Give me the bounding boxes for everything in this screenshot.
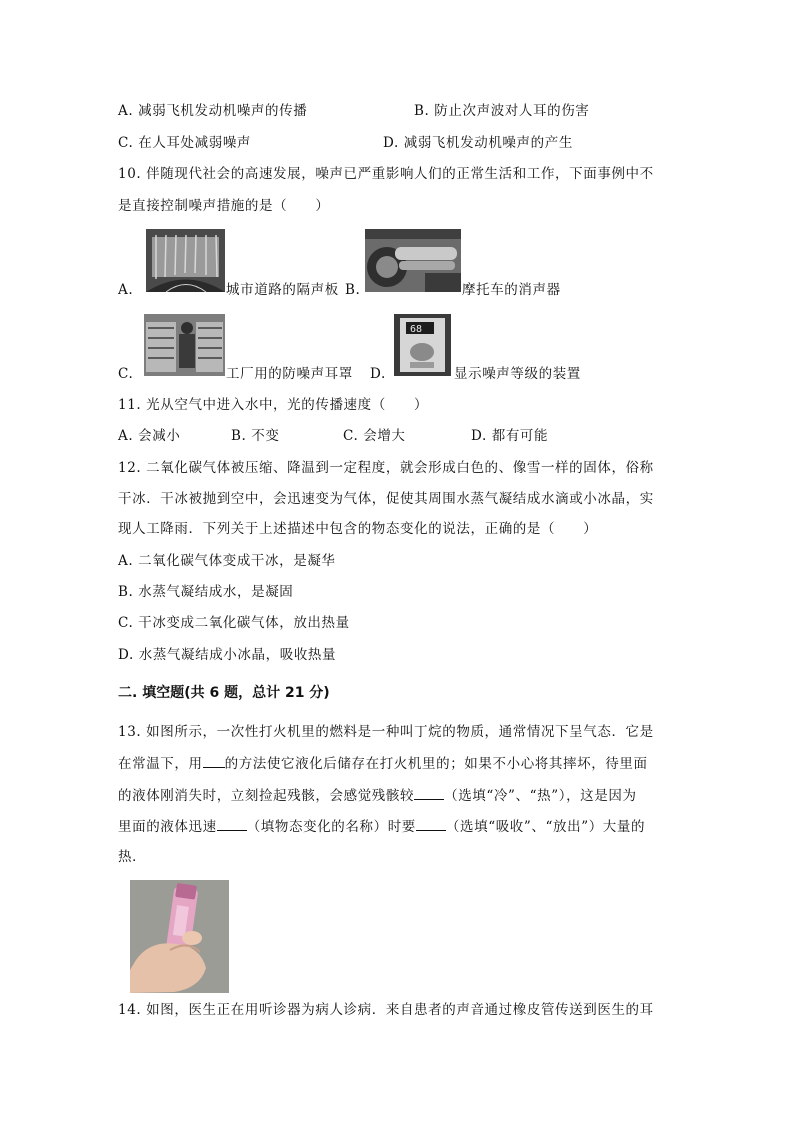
lighter-in-hand-image bbox=[130, 880, 229, 993]
q13-line2-part-b: 的方法使它液化后储存在打火机里的；如果不小心将其摔坏，待里面 bbox=[224, 756, 648, 772]
q10-option-c-text: 工厂用的防噪声耳罩 bbox=[226, 366, 353, 382]
noise-level-display-image bbox=[394, 314, 451, 376]
q12-stem-line1: 12. 二氧化碳气体被压缩、降温到一定程度，就会形成白色的、像雪一样的固体，俗称 bbox=[118, 460, 654, 476]
q12-option-c: C. 干冰变成二氧化碳气体，放出热量 bbox=[118, 615, 350, 631]
q14-stem-line1: 14. 如图，医生正在用听诊器为病人诊病．来自患者的声音通过橡皮管传送到医生的耳 bbox=[118, 1002, 654, 1018]
q13-blank-3[interactable] bbox=[217, 816, 247, 831]
q13-stem-line1: 13. 如图所示，一次性打火机里的燃料是一种叫丁烷的物质，通常情况下呈气态．它是 bbox=[118, 724, 654, 740]
section-heading-fill-in: 二. 填空题(共 6 题，总计 21 分) bbox=[118, 685, 330, 701]
q13-stem-line5: 热． bbox=[118, 849, 147, 865]
motorcycle-muffler-photo bbox=[365, 229, 461, 292]
q9-option-b: B. 防止次声波对人耳的伤害 bbox=[414, 103, 590, 119]
q12-stem-line2: 干冰．干冰被抛到空中，会迅速变为气体，促使其周围水蒸气凝结成水滴或小冰晶，实 bbox=[118, 491, 654, 507]
lighter-photo bbox=[130, 880, 229, 993]
display-reading: 68 bbox=[410, 324, 423, 335]
q9-option-d: D. 减弱飞机发动机噪声的产生 bbox=[383, 135, 573, 151]
q10-option-d-text: 显示噪声等级的装置 bbox=[454, 366, 581, 382]
q10-option-a-letter: A. bbox=[118, 282, 134, 298]
q12-option-d: D. 水蒸气凝结成小冰晶，吸收热量 bbox=[118, 647, 337, 663]
q9-option-a: A. 减弱飞机发动机噪声的传播 bbox=[118, 103, 308, 119]
q11-option-a: A. 会减小 bbox=[118, 428, 181, 444]
q13-stem-line4 bbox=[118, 816, 645, 837]
q13-line4-part-b: （填物态变化的名称）时要 bbox=[246, 819, 416, 835]
q12-stem-line3: 现人工降雨．下列关于上述描述中包含的物态变化的说法，正确的是（ ） bbox=[118, 521, 598, 537]
q10-option-a-text: 城市道路的隔声板 bbox=[226, 282, 339, 298]
motorcycle-muffler-image bbox=[365, 229, 461, 292]
q10-stem-line2: 是直接控制噪声措施的是（ ） bbox=[118, 198, 330, 214]
q11-option-b: B. 不变 bbox=[231, 428, 280, 444]
q10-option-d-letter: D. bbox=[370, 366, 386, 382]
q13-blank-1[interactable] bbox=[203, 753, 225, 768]
q10-stem-line1: 10. 伴随现代社会的高速发展，噪声已严重影响人们的正常生活和工作，下面事例中不 bbox=[118, 166, 654, 182]
q13-line3-part-b: （选填“冷”、“热”），这是因为 bbox=[444, 788, 637, 804]
sound-barrier-image bbox=[146, 229, 225, 292]
factory-earmuff-image bbox=[144, 314, 225, 376]
q13-blank-4[interactable] bbox=[416, 816, 446, 831]
q11-option-d: D. 都有可能 bbox=[471, 428, 549, 444]
sound-barrier-photo bbox=[146, 229, 225, 292]
q9-option-c: C. 在人耳处减弱噪声 bbox=[118, 135, 252, 151]
q12-option-a: A. 二氧化碳气体变成干冰，是凝华 bbox=[118, 553, 336, 569]
q13-line2-part-a: 在常温下，用 bbox=[118, 756, 203, 772]
q10-option-b-letter: B. bbox=[345, 282, 361, 298]
factory-earmuff-photo bbox=[144, 314, 225, 376]
q11-stem: 11. 光从空气中进入水中，光的传播速度（ ） bbox=[118, 397, 429, 413]
q13-stem-line3 bbox=[118, 785, 637, 806]
q11-option-c: C. 会增大 bbox=[343, 428, 406, 444]
noise-level-display-photo bbox=[394, 314, 451, 376]
q13-blank-2[interactable] bbox=[414, 785, 444, 800]
q13-line3-part-a: 的液体刚消失时，立刻捡起残骸，会感觉残骸较 bbox=[118, 788, 415, 804]
q13-line4-part-c: （选填“吸收”、“放出”）大量的 bbox=[445, 819, 646, 835]
q13-line4-part-a: 里面的液体迅速 bbox=[118, 819, 217, 835]
q12-option-b: B. 水蒸气凝结成水，是凝固 bbox=[118, 584, 294, 600]
q13-stem-line2 bbox=[118, 753, 648, 774]
q10-option-b-text: 摩托车的消声器 bbox=[462, 282, 561, 298]
q10-option-c-letter: C. bbox=[118, 366, 134, 382]
